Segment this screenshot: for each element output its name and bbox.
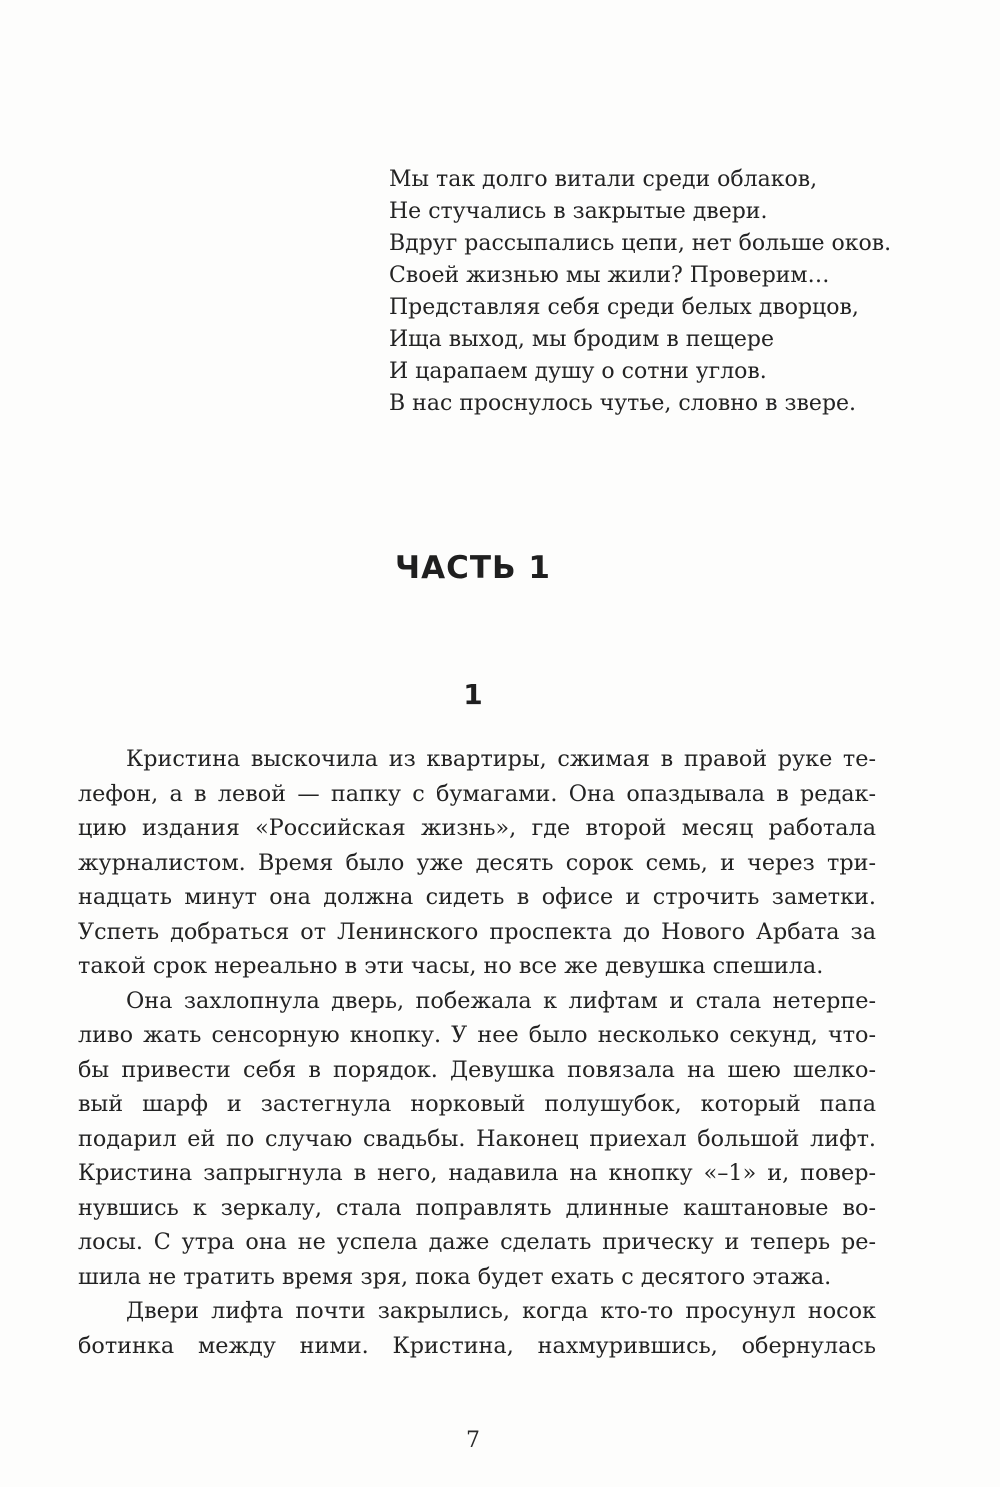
text-line: подарил ей по случаю свадьбы. Наконец приехал большой лифт.	[78, 1125, 876, 1152]
epigraph-line: И царапаем душу о сотни углов.	[389, 359, 767, 384]
part-title: ЧАСТЬ 1	[395, 550, 551, 586]
text-line: Она захлопнула дверь, побежала к лифтам и стала нетерпе-	[126, 987, 876, 1014]
text-line: ливо жать сенсорную кнопку. У нее было несколько секунд, что-	[78, 1022, 876, 1048]
paragraph	[78, 1294, 876, 1363]
text-line: цию издания «Российская жизнь», где второй месяц работала	[78, 815, 876, 841]
epigraph-line: Мы так долго витали среди облаков,	[389, 167, 818, 192]
text-line: нувшись к зеркалу, стала поправлять длинные каштановые во-	[78, 1194, 876, 1221]
chapter-number: 1	[463, 678, 483, 711]
text-line: Успеть добраться от Ленинского проспекта до Нового Арбата за	[78, 918, 876, 945]
epigraph-line: В нас проснулось чутье, словно в звере.	[389, 391, 857, 416]
text-line: вый шарф и застегнула норковый полушубок, который папа	[78, 1091, 876, 1117]
text-line: Двери лифта почти закрылись, когда кто-то просунул носок	[126, 1298, 876, 1324]
epigraph-line: Представляя себя среди белых дворцов,	[389, 295, 859, 320]
paragraph	[78, 984, 876, 1295]
epigraph-line: Вдруг рассыпались цепи, нет больше оков.	[389, 231, 892, 256]
text-line: такой срок нереально в эти часы, но все же девушка спешила.	[78, 953, 824, 979]
text-line: бы привести себя в порядок. Девушка повязала на шею шелко-	[78, 1056, 876, 1083]
epigraph-line: Ища выход, мы бродим в пещере	[389, 327, 774, 352]
chapter-body	[78, 742, 876, 1363]
epigraph-line: Не стучались в закрытые двери.	[389, 199, 768, 224]
text-line: журналистом. Время было уже десять сорок семь, и через три-	[78, 849, 876, 876]
epigraph-line: Своей жизнью мы жили? Проверим…	[389, 263, 830, 288]
text-line: Кристина запрыгнула в него, надавила на кнопку «–1» и, повер-	[78, 1160, 876, 1186]
page-number: 7	[466, 1428, 480, 1453]
text-line: шила не тратить время зря, пока будет ехать с десятого этажа.	[78, 1263, 832, 1290]
paragraph	[78, 742, 876, 984]
text-line: ботинка между ними. Кристина, нахмурившись, обернулась	[78, 1332, 876, 1359]
text-line: надцать минут она должна сидеть в офисе и строчить заметки.	[78, 884, 876, 910]
text-line: лефон, а в левой — папку с бумагами. Она опаздывала в редак-	[78, 780, 876, 807]
epigraph-poem	[389, 164, 949, 420]
text-line: Кристина выскочила из квартиры, сжимая в правой руке те-	[126, 746, 876, 772]
text-line: лосы. С утра она не успела даже сделать прическу и теперь ре-	[78, 1229, 876, 1255]
